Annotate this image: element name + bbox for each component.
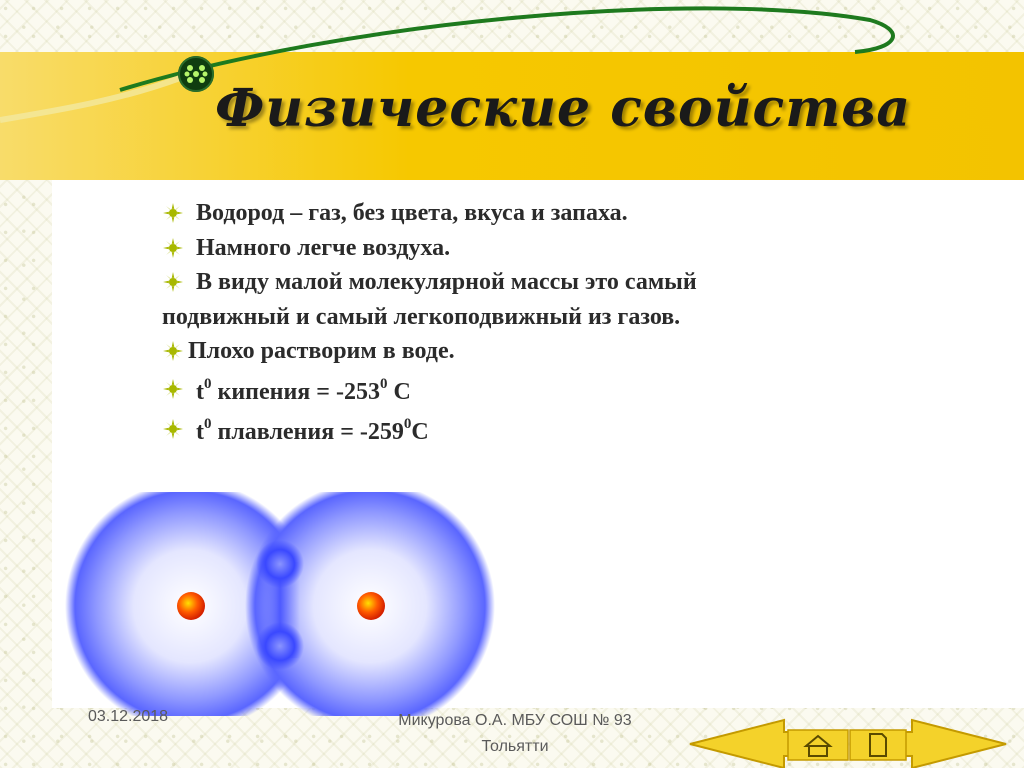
author-line: Микурова О.А. МБУ СОШ № 93 [398,712,632,729]
list-item [162,231,862,266]
bullet-list [162,196,862,450]
star-bullet-icon [162,237,184,259]
nucleus-left [177,592,205,620]
author-city: Тольятти [481,738,549,755]
star-bullet-icon [162,418,184,440]
slide-title: Физические свойства [215,78,912,139]
star-bullet-icon [162,271,184,293]
star-bullet-icon [162,378,184,400]
nucleus-right [357,592,385,620]
boiling-point-text: $t^0$ кипения = $-253^0$ С [196,375,411,405]
list-item [162,334,862,369]
bond-electron-bottom [256,622,304,670]
list-item [162,196,862,231]
bullet-text: Водород – газ, без цвета, вкуса и запаха. [196,200,628,226]
list-item [162,409,862,450]
bullet-text: Намного легче воздуха. [196,234,451,261]
navigation-bar [688,716,1008,768]
bond-electron-top [256,540,304,588]
star-bullet-icon [162,202,184,224]
hydrogen-molecule-image [58,492,508,716]
bullet-text: Плохо растворим в воде. [188,338,455,364]
star-bullet-icon [162,340,184,362]
footer-author [380,708,650,760]
footer-date: 03.12.2018 [88,708,169,725]
list-item [162,369,862,410]
melting-point-text: $t^0$ плавления = $-259^0С$ [196,416,429,445]
bullet-text-continued: подвижный и самый легкоподвижный из газов. [162,303,681,330]
document-icon[interactable] [850,730,906,760]
bullet-text: В виду малой молекулярной массы это самый [196,269,697,295]
list-item [162,265,862,300]
home-icon[interactable] [788,730,848,760]
